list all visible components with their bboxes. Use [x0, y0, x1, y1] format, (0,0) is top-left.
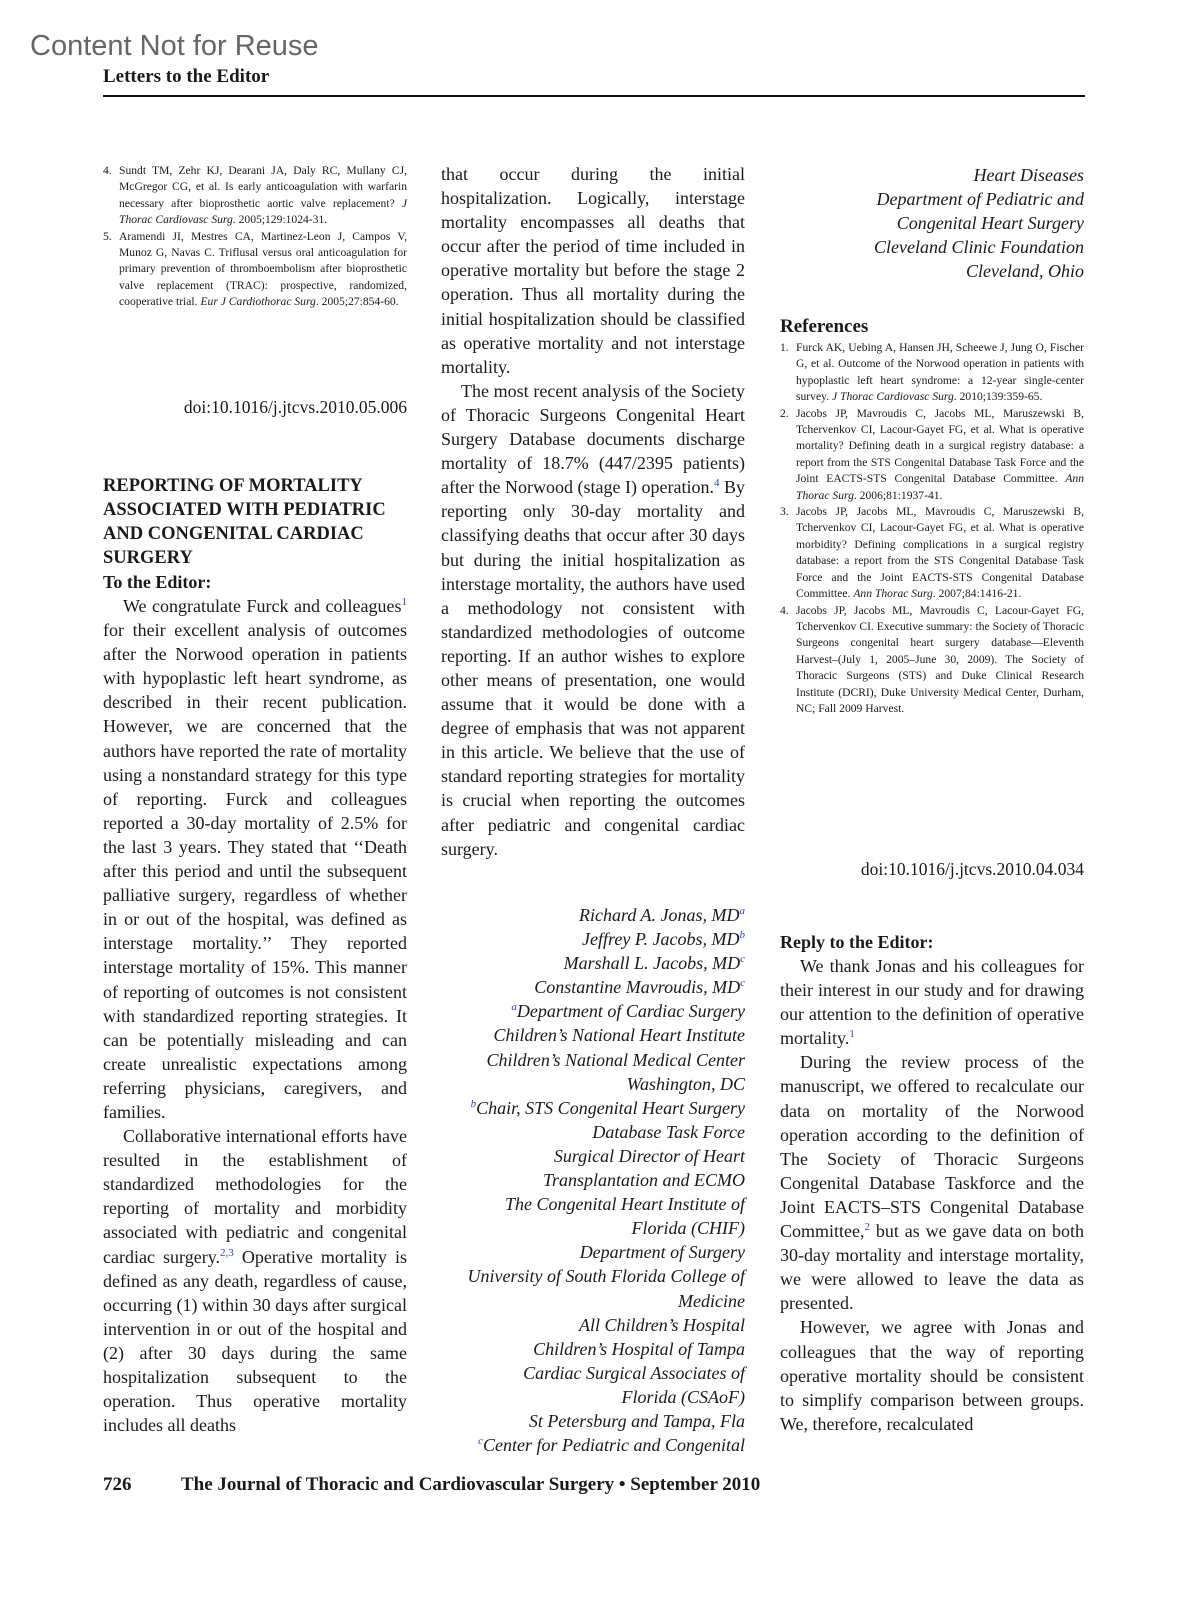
text-run: All Children’s Hospital — [578, 1314, 745, 1335]
signature-line — [430, 1096, 745, 1120]
text-run: Cleveland, Ohio — [966, 261, 1084, 282]
journal-name: Ann Thorac Surg — [796, 472, 1084, 502]
citation-superscript[interactable]: b — [470, 1097, 477, 1110]
signature-line — [430, 1313, 745, 1337]
signature-line — [430, 1048, 745, 1072]
text-run: The Congenital Heart Institute of — [505, 1194, 745, 1215]
text-run: . 2005;27:854-60. — [315, 295, 399, 309]
paragraph — [780, 1050, 1084, 1315]
reference-text — [119, 163, 407, 229]
references-list — [780, 340, 1084, 717]
letter-body-col1 — [103, 594, 407, 1437]
signature-line — [430, 1168, 745, 1192]
signature-line — [430, 1337, 745, 1361]
text-run: . 2007;84:1416-21. — [932, 587, 1022, 601]
text-run: . 2005;129:1024-31. — [232, 213, 328, 227]
journal-name: J Thorac Cardiovasc Surg — [119, 196, 407, 227]
citation-superscript[interactable]: c — [740, 977, 745, 990]
signature-continued — [780, 163, 1084, 283]
citation-superscript[interactable]: b — [739, 929, 745, 942]
watermark: Content Not for Reuse — [30, 30, 319, 62]
reference-text — [796, 504, 1084, 602]
text-run: . 2010;139:359-65. — [953, 390, 1043, 404]
previous-doi: doi:10.1016/j.jtcvs.2010.05.006 — [183, 397, 407, 417]
signature-line — [430, 903, 745, 927]
text-run: Jacobs JP, Mavroudis C, Jacobs ML, Maruszewski B, Tchervenkov CI, Lacour-Gayet FG, et al. What is operative mortality? Defining death in a surgical registry database: a report from the STS Congenital Database Task Force and the Joint EACTS-STS Congenital Database Committee. — [796, 406, 1084, 486]
text-run: Children’s National Heart Institute — [493, 1025, 745, 1046]
text-run: By reporting only 30-day mortality and classifying deaths that occur after 30 days but during the initial hospitalization as interstage mortality, the authors have used a methodology not consistent with standardized methodologies of outcome reporting. If an author wishes to explore other means of presentation, one would assume that it would be done with a degree of emphasis that was not apparent in this article. We believe that the use of standard reporting strategies for mortality is crucial when reporting the outcomes after pediatric and congenital cardiac surgery. — [441, 477, 745, 859]
journal-footer: The Journal of Thoracic and Cardiovascular Surgery • September 2010 — [181, 1474, 761, 1495]
text-run: Washington, DC — [626, 1073, 745, 1094]
text-run: Transplantation and ECMO — [542, 1170, 745, 1191]
references-heading: References — [780, 316, 869, 337]
text-run: Florida (CHIF) — [631, 1218, 745, 1239]
text-run: University of South Florida College of — [467, 1266, 745, 1287]
text-run: Operative mortality is defined as any death, regardless of cause, occurring (1) within 30 days after surgical intervention in or out of the hospital and (2) after 30 days during the same hospitalization subsequent to the operation. Thus operative mortality includes all deaths — [103, 1246, 407, 1436]
reference-text — [796, 406, 1084, 504]
text-run: Department of Pediatric and — [876, 189, 1084, 210]
signature-block — [430, 903, 745, 1457]
signature-line — [430, 1361, 745, 1385]
signature-line — [780, 187, 1084, 211]
text-run: Cardiac Surgical Associates of — [523, 1362, 745, 1383]
reference-item — [103, 229, 407, 311]
text-run: Florida (CSAoF) — [621, 1386, 745, 1407]
signature-line — [430, 927, 745, 951]
reply-salutation: Reply to the Editor: — [780, 932, 934, 952]
text-run: Jeffrey P. Jacobs, MD — [582, 929, 740, 950]
text-run: but as we gave data on both 30-day mortality and interstage mortality, we were allowed to leave the data as presented. — [780, 1221, 1084, 1314]
reference-number: 5. — [103, 229, 112, 243]
header-rule — [103, 95, 1085, 97]
text-run: Sundt TM, Zehr KJ, Dearani JA, Daly RC, Mullany CJ, McGregor CG, et al. Is early anticoagulation with warfarin necessary after bioprosthetic aortic valve replacement? — [119, 164, 407, 210]
reference-number: 3. — [780, 505, 789, 519]
journal-name: Eur J Cardiothorac Surg — [200, 295, 316, 309]
signature-line — [780, 235, 1084, 259]
signature-line — [430, 1264, 745, 1288]
signature-line — [430, 1409, 745, 1433]
text-run: Department of Cardiac Surgery — [516, 1001, 745, 1022]
paragraph — [441, 162, 745, 379]
text-run: Richard A. Jonas, MD — [579, 905, 740, 925]
signature-line — [430, 1433, 745, 1457]
letter-salutation: To the Editor: — [103, 572, 212, 592]
reply-body — [780, 954, 1084, 1436]
paragraph — [780, 954, 1084, 1050]
signature-line — [430, 951, 745, 975]
text-run: for their excellent analysis of outcomes after the Norwood operation in patients with hypoplastic left heart syndrome, as described in their recent publication. However, we are concerned that the authors have reported the rate of mortality using a nonstandard strategy for this type of reporting. Furck and colleagues reported a 30-day mortality of 2.5% for the last 3 years. They stated that ‘‘Death after this period and until the subsequent palliative surgery, regardless of whether in or out of the hospital, was defined as interstage mortality.’’ They reported interstage mortality of 15%. This manner of reporting of outcomes is not consistent with standardized reporting strategies. It can be potentially misleading and can create unrealistic expectations among referring physicians, caregivers, and families. — [103, 620, 407, 1122]
text-run: Jacobs JP, Jacobs ML, Mavroudis C, Maruszewski B, Tchervenkov CI, Lacour-Gayet FG, et al. What is operative morbidity? Defining complications in a surgical registry database: a report from the STS Congenital Database Task Force and the Joint EACTS-STS Congenital Database Committee. — [796, 505, 1084, 601]
signature-line — [430, 1192, 745, 1216]
text-run: Congenital Heart Surgery — [896, 213, 1084, 234]
letter-doi: doi:10.1016/j.jtcvs.2010.04.034 — [860, 859, 1084, 879]
reference-text — [119, 229, 407, 311]
page-number: 726 — [103, 1474, 132, 1495]
reference-number: 2. — [780, 406, 789, 420]
citation-superscript[interactable]: c — [478, 1435, 484, 1448]
reference-text — [796, 340, 1084, 406]
citation-superscript[interactable]: 1 — [401, 596, 407, 608]
text-run: . 2006;81:1937-41. — [853, 488, 943, 502]
text-run: Medicine — [678, 1290, 745, 1311]
text-run: Chair, STS Congenital Heart Surgery — [476, 1097, 745, 1118]
signature-line — [430, 1120, 745, 1144]
journal-name: Ann Thorac Surg — [853, 587, 933, 601]
signature-line — [430, 1144, 745, 1168]
text-run: that occur during the initial hospitalization. Logically, interstage mortality encompasses all deaths that occur after the period of time included in operative mortality but before the stage 2 operation. Thus all mortality during the initial hospitalization should be classified as operative mortality and not interstage mortality. — [441, 164, 745, 377]
text-run: Center for Pediatric and Congenital — [483, 1435, 745, 1456]
reference-item — [780, 603, 1084, 718]
signature-line — [430, 1385, 745, 1409]
text-run: Marshall L. Jacobs, MD — [563, 953, 741, 974]
reference-text — [796, 603, 1084, 718]
reference-item — [780, 504, 1084, 602]
paragraph — [441, 379, 745, 861]
journal-name: J Thorac Cardiovasc Surg — [831, 390, 954, 404]
signature-line — [430, 1023, 745, 1047]
text-run: During the review process of the manuscript, we offered to recalculate our data on mortality of the Norwood operation according to the definition of The Society of Thoracic Surgeons Congenital Database Taskforce and the Joint EACTS–STS Congenital Database Committee, — [780, 1052, 1084, 1242]
paragraph — [103, 594, 407, 1124]
text-run: Department of Surgery — [579, 1242, 745, 1263]
text-run: Database Task Force — [592, 1121, 745, 1142]
text-run: Aramendi JI, Mestres CA, Martinez-Leon J, Campos V, Munoz G, Navas C. Triflusal versus oral anticoagulation for primary prevention of thromboembolism after bioprosthetic valve replacement (TRAC): prospective, randomized, cooperative trial. — [119, 229, 407, 309]
signature-line — [430, 1216, 745, 1240]
citation-superscript[interactable]: 2,3 — [220, 1246, 234, 1259]
signature-line — [430, 1072, 745, 1096]
citation-superscript[interactable]: c — [740, 953, 745, 966]
citation-superscript[interactable]: 1 — [849, 1028, 855, 1041]
signature-line — [430, 999, 745, 1023]
citation-superscript[interactable]: a — [511, 1001, 517, 1014]
signature-line — [780, 163, 1084, 187]
text-run: Jacobs JP, Jacobs ML, Mavroudis C, Lacour-Gayet FG, Tchervenkov CI. Executive summary: the Society of Thoracic Surgeons congenital heart surgery database—Eleventh Harvest–(July 1, 2005–June 30, 2009). The Society of Thoracic Surgeons (STS) and Duke Clinical Research Institute (DCRI), Duke University Medical Center, Durham, NC; Fall 2009 Harvest. — [796, 603, 1084, 715]
reference-number: 1. — [780, 341, 789, 354]
section-heading: Letters to the Editor — [103, 66, 270, 87]
signature-line — [780, 211, 1084, 235]
text-run: Furck AK, Uebing A, Hansen JH, Scheewe J, Jung O, Fischer G, et al. Outcome of the Norwood operation in patients with hypoplastic left heart syndrome: a 12-year single-center survey. — [796, 341, 1084, 404]
signature-line — [430, 975, 745, 999]
previous-references — [103, 163, 407, 311]
reference-number: 4. — [103, 164, 112, 177]
text-run: Heart Diseases — [973, 165, 1084, 185]
signature-line — [780, 259, 1084, 283]
text-run: However, we agree with Jonas and colleagues that the way of reporting operative mortality should be consistent to simplify comparison between groups. We, therefore, recalculated — [780, 1317, 1084, 1434]
letter-title: REPORTING OF MORTALITY ASSOCIATED WITH PEDIATRIC AND CONGENITAL CARDIAC SURGERY — [103, 476, 386, 568]
paragraph — [103, 1124, 407, 1437]
citation-superscript[interactable]: 2 — [864, 1221, 870, 1234]
signature-line — [430, 1240, 745, 1264]
text-run: We thank Jonas and his colleagues for their interest in our study and for drawing our attention to the definition of operative mortality. — [780, 956, 1084, 1049]
text-run: We congratulate Furck and colleagues — [123, 596, 402, 616]
text-run: St Petersburg and Tampa, Fla — [528, 1410, 745, 1431]
text-run: Constantine Mavroudis, MD — [534, 977, 741, 998]
reference-item — [103, 163, 407, 229]
reference-item — [780, 406, 1084, 504]
text-run: Children’s National Medical Center — [486, 1049, 745, 1070]
text-run: The most recent analysis of the Society of Thoracic Surgeons Congenital Heart Surgery Database documents discharge mortality of 18.7% (447/2395 patients) after the Norwood (stage I) operation. — [441, 380, 745, 498]
signature-line — [430, 1289, 745, 1313]
citation-superscript[interactable]: 4 — [713, 477, 720, 490]
text-run: Surgical Director of Heart — [553, 1145, 745, 1166]
reference-item — [780, 340, 1084, 406]
reference-number: 4. — [780, 603, 789, 617]
text-run: Cleveland Clinic Foundation — [874, 237, 1084, 258]
letter-body-col2 — [441, 162, 745, 861]
paragraph — [780, 1315, 1084, 1435]
text-run: Collaborative international efforts have resulted in the establishment of standardized methodologies for the reporting of mortality and morbidity associated with pediatric and congenital cardiac surgery. — [103, 1126, 407, 1267]
text-run: Children’s Hospital of Tampa — [533, 1338, 745, 1359]
citation-superscript[interactable]: a — [739, 905, 745, 917]
